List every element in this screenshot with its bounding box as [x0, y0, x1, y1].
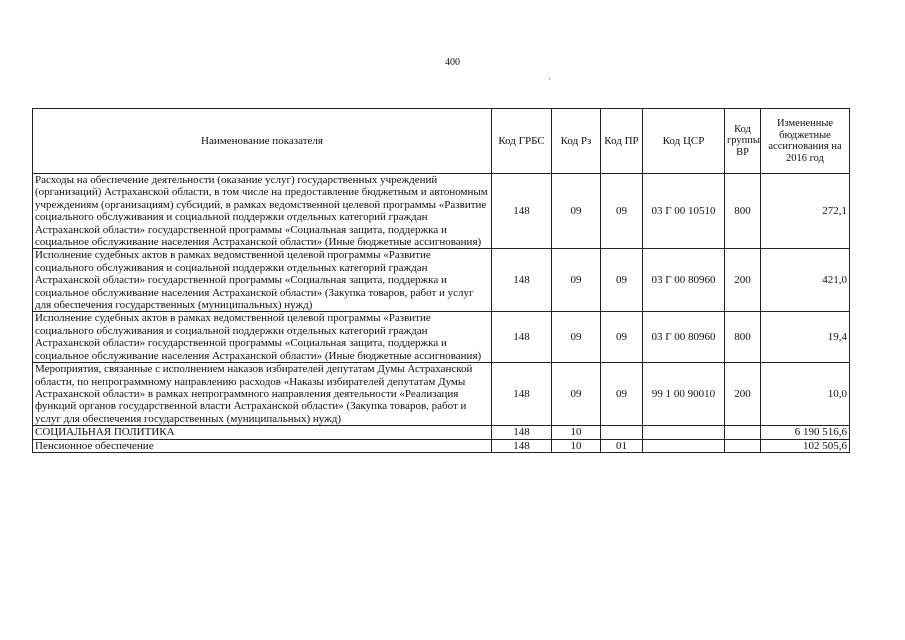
- table-row: [33, 312, 850, 363]
- row-name: Пенсионное обеспечение: [33, 439, 492, 452]
- row-amount: 6 190 516,6: [761, 426, 850, 439]
- row-amount: 10,0: [761, 363, 850, 426]
- row-rz: 10: [552, 426, 601, 439]
- row-rz: 09: [552, 174, 601, 249]
- row-csr: [643, 439, 725, 452]
- row-name: Расходы на обеспечение деятельности (оказание услуг) государственных учреждений (организаций) Астраханской области, в том числе на предоставление бюджетным и автономным учреждениям (организациям) субсидий, в рамках ведомственной целевой программы «Развитие социального обслуживания и социальной поддержки отдельных категорий граждан Астраханской области» государственной программы «Социальная защита, поддержка и социальное обслуживание населения Астраханской области» (Иные бюджетные ассигнования): [33, 174, 492, 249]
- row-amount: 272,1: [761, 174, 850, 249]
- row-csr: 03 Г 00 80960: [643, 312, 725, 363]
- row-pr: 09: [601, 249, 643, 312]
- row-grbs: 148: [492, 174, 552, 249]
- row-grbs: 148: [492, 439, 552, 452]
- row-vr: 800: [725, 174, 761, 249]
- row-pr: 01: [601, 439, 643, 452]
- row-rz: 09: [552, 249, 601, 312]
- row-vr: [725, 426, 761, 439]
- row-rz: 09: [552, 363, 601, 426]
- table-row: [33, 174, 850, 249]
- row-amount: 19,4: [761, 312, 850, 363]
- row-grbs: 148: [492, 249, 552, 312]
- row-vr: 800: [725, 312, 761, 363]
- row-grbs: 148: [492, 426, 552, 439]
- row-csr: [643, 426, 725, 439]
- page-number: 400: [445, 57, 460, 68]
- table-row: [33, 249, 850, 312]
- row-pr: 09: [601, 363, 643, 426]
- row-pr: [601, 426, 643, 439]
- header-csr: Код ЦСР: [643, 109, 725, 174]
- header-amount: Измененные бюджетные ассигнования на 2016 год: [761, 109, 850, 174]
- stray-mark: ·: [548, 75, 551, 84]
- row-grbs: 148: [492, 363, 552, 426]
- row-rz: 09: [552, 312, 601, 363]
- header-vr: Код группы ВР: [725, 109, 761, 174]
- row-csr: 03 Г 00 80960: [643, 249, 725, 312]
- header-grbs: Код ГРБС: [492, 109, 552, 174]
- header-pr: Код ПР: [601, 109, 643, 174]
- row-name: Мероприятия, связанные с исполнением наказов избирателей депутатам Думы Астраханской области, по непрограммному направлению расходов «Наказы избирателей депутатам Думы Астраханской области» в рамках непрограммного направления деятельности «Реализация функций органов государственной власти Астраханской области» (Закупка товаров, работ и услуг для обеспечения государственных (муниципальных) нужд): [33, 363, 492, 426]
- table-row: [33, 426, 850, 439]
- row-vr: [725, 439, 761, 452]
- header-row: [33, 109, 850, 174]
- row-csr: 99 1 00 90010: [643, 363, 725, 426]
- row-pr: 09: [601, 174, 643, 249]
- row-vr: 200: [725, 363, 761, 426]
- row-grbs: 148: [492, 312, 552, 363]
- row-csr: 03 Г 00 10510: [643, 174, 725, 249]
- row-pr: 09: [601, 312, 643, 363]
- budget-table: [32, 108, 850, 453]
- header-name: Наименование показателя: [33, 109, 492, 174]
- row-vr: 200: [725, 249, 761, 312]
- row-amount: 102 505,6: [761, 439, 850, 452]
- table-row: [33, 439, 850, 452]
- row-name: Исполнение судебных актов в рамках ведомственной целевой программы «Развитие социального обслуживания и социальной поддержки отдельных категорий граждан Астраханской области» государственной программы «Социальная защита, поддержка и социальное обслуживание населения Астраханской области» (Иные бюджетные ассигнования): [33, 312, 492, 363]
- header-rz: Код Рз: [552, 109, 601, 174]
- row-amount: 421,0: [761, 249, 850, 312]
- row-name: Исполнение судебных актов в рамках ведомственной целевой программы «Развитие социального обслуживания и социальной поддержки отдельных категорий граждан Астраханской области» государственной программы «Социальная защита, поддержка и социальное обслуживание населения Астраханской области» (Закупка товаров, работ и услуг для обеспечения государственных (муниципальных) нужд): [33, 249, 492, 312]
- row-rz: 10: [552, 439, 601, 452]
- table-row: [33, 363, 850, 426]
- row-name: СОЦИАЛЬНАЯ ПОЛИТИКА: [33, 426, 492, 439]
